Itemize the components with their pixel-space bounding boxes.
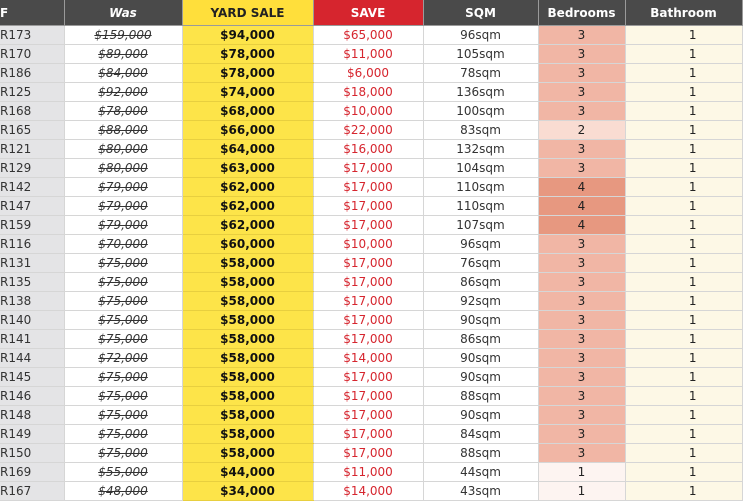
cell-yard-sale-price[interactable]: $68,000 <box>182 102 313 121</box>
cell-save-amount[interactable]: $16,000 <box>313 140 423 159</box>
cell-ref[interactable]: R169 <box>0 463 64 482</box>
header-bathrooms[interactable]: Bathroom <box>625 0 742 26</box>
cell-yard-sale-price[interactable]: $58,000 <box>182 406 313 425</box>
table-row <box>0 216 742 235</box>
cell-was-price[interactable]: $80,000 <box>64 159 182 178</box>
cell-bedrooms[interactable]: 4 <box>538 216 625 235</box>
table-row <box>0 140 742 159</box>
cell-bathrooms[interactable]: 1 <box>625 463 742 482</box>
cell-was-price[interactable]: $75,000 <box>64 254 182 273</box>
header-was[interactable]: Was <box>64 0 182 26</box>
cell-save-amount[interactable]: $22,000 <box>313 121 423 140</box>
cell-bedrooms[interactable]: 3 <box>538 368 625 387</box>
cell-sqm[interactable]: 92sqm <box>423 292 538 311</box>
cell-save-amount[interactable]: $17,000 <box>313 444 423 463</box>
table-row <box>0 26 742 45</box>
cell-yard-sale-price[interactable]: $58,000 <box>182 292 313 311</box>
cell-sqm[interactable]: 90sqm <box>423 311 538 330</box>
cell-yard-sale-price[interactable]: $58,000 <box>182 387 313 406</box>
cell-yard-sale-price[interactable]: $66,000 <box>182 121 313 140</box>
cell-bedrooms[interactable]: 3 <box>538 159 625 178</box>
cell-yard-sale-price[interactable]: $94,000 <box>182 26 313 45</box>
cell-bedrooms[interactable]: 3 <box>538 64 625 83</box>
cell-bedrooms[interactable]: 3 <box>538 45 625 64</box>
cell-sqm[interactable]: 110sqm <box>423 178 538 197</box>
cell-save-amount[interactable]: $14,000 <box>313 349 423 368</box>
header-yard-sale[interactable]: YARD SALE <box>182 0 313 26</box>
cell-ref[interactable]: R186 <box>0 64 64 83</box>
cell-yard-sale-price[interactable]: $58,000 <box>182 368 313 387</box>
cell-ref[interactable]: R173 <box>0 26 64 45</box>
cell-sqm[interactable]: 132sqm <box>423 140 538 159</box>
header-row <box>0 0 742 26</box>
cell-save-amount[interactable]: $10,000 <box>313 102 423 121</box>
cell-sqm[interactable]: 96sqm <box>423 26 538 45</box>
cell-was-price[interactable]: $75,000 <box>64 273 182 292</box>
cell-bathrooms[interactable]: 1 <box>625 349 742 368</box>
cell-bedrooms[interactable]: 3 <box>538 254 625 273</box>
cell-bedrooms[interactable]: 3 <box>538 83 625 102</box>
cell-yard-sale-price[interactable]: $58,000 <box>182 254 313 273</box>
table-row <box>0 273 742 292</box>
cell-yard-sale-price[interactable]: $62,000 <box>182 197 313 216</box>
cell-bedrooms[interactable]: 3 <box>538 425 625 444</box>
cell-was-price[interactable]: $78,000 <box>64 102 182 121</box>
cell-bedrooms[interactable]: 3 <box>538 235 625 254</box>
cell-save-amount[interactable]: $17,000 <box>313 368 423 387</box>
cell-was-price[interactable]: $75,000 <box>64 368 182 387</box>
cell-bathrooms[interactable]: 1 <box>625 292 742 311</box>
cell-bathrooms[interactable]: 1 <box>625 273 742 292</box>
cell-sqm[interactable]: 90sqm <box>423 368 538 387</box>
table-row <box>0 368 742 387</box>
cell-sqm[interactable]: 76sqm <box>423 254 538 273</box>
table-row <box>0 444 742 463</box>
cell-bedrooms[interactable]: 1 <box>538 463 625 482</box>
cell-bathrooms[interactable]: 1 <box>625 482 742 501</box>
cell-save-amount[interactable]: $17,000 <box>313 273 423 292</box>
cell-bathrooms[interactable]: 1 <box>625 197 742 216</box>
table-row <box>0 425 742 444</box>
cell-yard-sale-price[interactable]: $58,000 <box>182 425 313 444</box>
cell-was-price[interactable]: $75,000 <box>64 425 182 444</box>
cell-sqm[interactable]: 104sqm <box>423 159 538 178</box>
cell-bedrooms[interactable]: 3 <box>538 26 625 45</box>
cell-bathrooms[interactable]: 1 <box>625 254 742 273</box>
cell-save-amount[interactable]: $14,000 <box>313 482 423 501</box>
cell-ref[interactable]: R148 <box>0 406 64 425</box>
cell-bathrooms[interactable]: 1 <box>625 140 742 159</box>
table-row <box>0 463 742 482</box>
cell-sqm[interactable]: 107sqm <box>423 216 538 235</box>
table-header <box>0 0 742 26</box>
cell-ref[interactable]: R147 <box>0 197 64 216</box>
cell-bathrooms[interactable]: 1 <box>625 178 742 197</box>
cell-sqm[interactable]: 44sqm <box>423 463 538 482</box>
table-row <box>0 121 742 140</box>
cell-ref[interactable]: R125 <box>0 83 64 102</box>
cell-bathrooms[interactable]: 1 <box>625 64 742 83</box>
cell-bedrooms[interactable]: 3 <box>538 292 625 311</box>
cell-was-price[interactable]: $79,000 <box>64 216 182 235</box>
cell-sqm[interactable]: 105sqm <box>423 45 538 64</box>
cell-save-amount[interactable]: $17,000 <box>313 254 423 273</box>
cell-was-price[interactable]: $79,000 <box>64 178 182 197</box>
cell-bathrooms[interactable]: 1 <box>625 102 742 121</box>
cell-save-amount[interactable]: $17,000 <box>313 178 423 197</box>
cell-bedrooms[interactable]: 3 <box>538 330 625 349</box>
cell-bathrooms[interactable]: 1 <box>625 406 742 425</box>
cell-ref[interactable]: R138 <box>0 292 64 311</box>
cell-sqm[interactable]: 100sqm <box>423 102 538 121</box>
cell-yard-sale-price[interactable]: $78,000 <box>182 45 313 64</box>
cell-sqm[interactable]: 90sqm <box>423 406 538 425</box>
cell-yard-sale-price[interactable]: $63,000 <box>182 159 313 178</box>
cell-yard-sale-price[interactable]: $78,000 <box>182 64 313 83</box>
cell-ref[interactable]: R144 <box>0 349 64 368</box>
cell-save-amount[interactable]: $10,000 <box>313 235 423 254</box>
cell-was-price[interactable]: $75,000 <box>64 444 182 463</box>
cell-bedrooms[interactable]: 3 <box>538 273 625 292</box>
table-row <box>0 64 742 83</box>
cell-yard-sale-price[interactable]: $58,000 <box>182 444 313 463</box>
cell-bedrooms[interactable]: 1 <box>538 482 625 501</box>
table-row <box>0 178 742 197</box>
cell-save-amount[interactable]: $11,000 <box>313 463 423 482</box>
cell-bedrooms[interactable]: 3 <box>538 387 625 406</box>
cell-save-amount[interactable]: $17,000 <box>313 292 423 311</box>
cell-sqm[interactable]: 110sqm <box>423 197 538 216</box>
cell-ref[interactable]: R140 <box>0 311 64 330</box>
cell-was-price[interactable]: $92,000 <box>64 83 182 102</box>
header-bedrooms[interactable]: Bedrooms <box>538 0 625 26</box>
cell-bathrooms[interactable]: 1 <box>625 311 742 330</box>
cell-save-amount[interactable]: $17,000 <box>313 159 423 178</box>
cell-yard-sale-price[interactable]: $74,000 <box>182 83 313 102</box>
table-body <box>0 26 742 501</box>
cell-was-price[interactable]: $159,000 <box>64 26 182 45</box>
cell-sqm[interactable]: 86sqm <box>423 273 538 292</box>
table-row <box>0 45 742 64</box>
cell-bedrooms[interactable]: 3 <box>538 311 625 330</box>
cell-bathrooms[interactable]: 1 <box>625 159 742 178</box>
cell-was-price[interactable]: $88,000 <box>64 121 182 140</box>
cell-bedrooms[interactable]: 3 <box>538 140 625 159</box>
cell-yard-sale-price[interactable]: $58,000 <box>182 330 313 349</box>
cell-bedrooms[interactable]: 3 <box>538 444 625 463</box>
cell-was-price[interactable]: $72,000 <box>64 349 182 368</box>
cell-save-amount[interactable]: $17,000 <box>313 425 423 444</box>
cell-was-price[interactable]: $75,000 <box>64 311 182 330</box>
cell-bedrooms[interactable]: 2 <box>538 121 625 140</box>
cell-save-amount[interactable]: $65,000 <box>313 26 423 45</box>
cell-was-price[interactable]: $80,000 <box>64 140 182 159</box>
table-row <box>0 292 742 311</box>
table-row <box>0 349 742 368</box>
cell-bathrooms[interactable]: 1 <box>625 83 742 102</box>
cell-yard-sale-price[interactable]: $44,000 <box>182 463 313 482</box>
cell-bathrooms[interactable]: 1 <box>625 121 742 140</box>
cell-yard-sale-price[interactable]: $34,000 <box>182 482 313 501</box>
table-row <box>0 83 742 102</box>
cell-ref[interactable]: R149 <box>0 425 64 444</box>
cell-yard-sale-price[interactable]: $62,000 <box>182 178 313 197</box>
cell-save-amount[interactable]: $17,000 <box>313 330 423 349</box>
table-row <box>0 406 742 425</box>
cell-was-price[interactable]: $75,000 <box>64 406 182 425</box>
cell-was-price[interactable]: $75,000 <box>64 292 182 311</box>
cell-bathrooms[interactable]: 1 <box>625 368 742 387</box>
cell-was-price[interactable]: $75,000 <box>64 387 182 406</box>
cell-save-amount[interactable]: $18,000 <box>313 83 423 102</box>
cell-sqm[interactable]: 86sqm <box>423 330 538 349</box>
cell-was-price[interactable]: $75,000 <box>64 330 182 349</box>
cell-was-price[interactable]: $70,000 <box>64 235 182 254</box>
cell-sqm[interactable]: 96sqm <box>423 235 538 254</box>
header-ref[interactable]: F <box>0 0 64 26</box>
table-row <box>0 482 742 501</box>
header-sqm[interactable]: SQM <box>423 0 538 26</box>
cell-ref[interactable]: R142 <box>0 178 64 197</box>
cell-was-price[interactable]: $55,000 <box>64 463 182 482</box>
cell-ref[interactable]: R121 <box>0 140 64 159</box>
cell-save-amount[interactable]: $17,000 <box>313 311 423 330</box>
table-row <box>0 197 742 216</box>
cell-save-amount[interactable]: $17,000 <box>313 406 423 425</box>
cell-ref[interactable]: R135 <box>0 273 64 292</box>
cell-was-price[interactable]: $84,000 <box>64 64 182 83</box>
cell-bathrooms[interactable]: 1 <box>625 425 742 444</box>
cell-sqm[interactable]: 84sqm <box>423 425 538 444</box>
cell-bathrooms[interactable]: 1 <box>625 330 742 349</box>
cell-sqm[interactable]: 88sqm <box>423 444 538 463</box>
table-row <box>0 102 742 121</box>
cell-ref[interactable]: R116 <box>0 235 64 254</box>
cell-ref[interactable]: R129 <box>0 159 64 178</box>
cell-bathrooms[interactable]: 1 <box>625 444 742 463</box>
cell-bedrooms[interactable]: 3 <box>538 406 625 425</box>
cell-ref[interactable]: R145 <box>0 368 64 387</box>
cell-ref[interactable]: R146 <box>0 387 64 406</box>
table-row <box>0 311 742 330</box>
cell-bathrooms[interactable]: 1 <box>625 45 742 64</box>
cell-sqm[interactable]: 90sqm <box>423 349 538 368</box>
cell-bathrooms[interactable]: 1 <box>625 387 742 406</box>
cell-ref[interactable]: R165 <box>0 121 64 140</box>
cell-bathrooms[interactable]: 1 <box>625 235 742 254</box>
cell-save-amount[interactable]: $17,000 <box>313 387 423 406</box>
cell-yard-sale-price[interactable]: $58,000 <box>182 311 313 330</box>
cell-ref[interactable]: R159 <box>0 216 64 235</box>
table-row <box>0 330 742 349</box>
cell-sqm[interactable]: 83sqm <box>423 121 538 140</box>
table-row <box>0 159 742 178</box>
cell-ref[interactable]: R170 <box>0 45 64 64</box>
cell-yard-sale-price[interactable]: $60,000 <box>182 235 313 254</box>
cell-sqm[interactable]: 78sqm <box>423 64 538 83</box>
cell-bathrooms[interactable]: 1 <box>625 26 742 45</box>
cell-sqm[interactable]: 136sqm <box>423 83 538 102</box>
cell-yard-sale-price[interactable]: $62,000 <box>182 216 313 235</box>
cell-was-price[interactable]: $79,000 <box>64 197 182 216</box>
cell-bedrooms[interactable]: 3 <box>538 102 625 121</box>
cell-ref[interactable]: R167 <box>0 482 64 501</box>
cell-yard-sale-price[interactable]: $58,000 <box>182 273 313 292</box>
cell-was-price[interactable]: $89,000 <box>64 45 182 64</box>
cell-bedrooms[interactable]: 3 <box>538 349 625 368</box>
cell-sqm[interactable]: 43sqm <box>423 482 538 501</box>
cell-save-amount[interactable]: $11,000 <box>313 45 423 64</box>
cell-bedrooms[interactable]: 4 <box>538 197 625 216</box>
cell-save-amount[interactable]: $17,000 <box>313 216 423 235</box>
cell-yard-sale-price[interactable]: $64,000 <box>182 140 313 159</box>
cell-was-price[interactable]: $48,000 <box>64 482 182 501</box>
cell-ref[interactable]: R150 <box>0 444 64 463</box>
cell-bathrooms[interactable]: 1 <box>625 216 742 235</box>
cell-sqm[interactable]: 88sqm <box>423 387 538 406</box>
table-row <box>0 254 742 273</box>
table-row <box>0 387 742 406</box>
cell-save-amount[interactable]: $6,000 <box>313 64 423 83</box>
table-row <box>0 235 742 254</box>
cell-yard-sale-price[interactable]: $58,000 <box>182 349 313 368</box>
cell-bedrooms[interactable]: 4 <box>538 178 625 197</box>
cell-ref[interactable]: R141 <box>0 330 64 349</box>
cell-ref[interactable]: R131 <box>0 254 64 273</box>
cell-ref[interactable]: R168 <box>0 102 64 121</box>
header-save[interactable]: SAVE <box>313 0 423 26</box>
cell-save-amount[interactable]: $17,000 <box>313 197 423 216</box>
